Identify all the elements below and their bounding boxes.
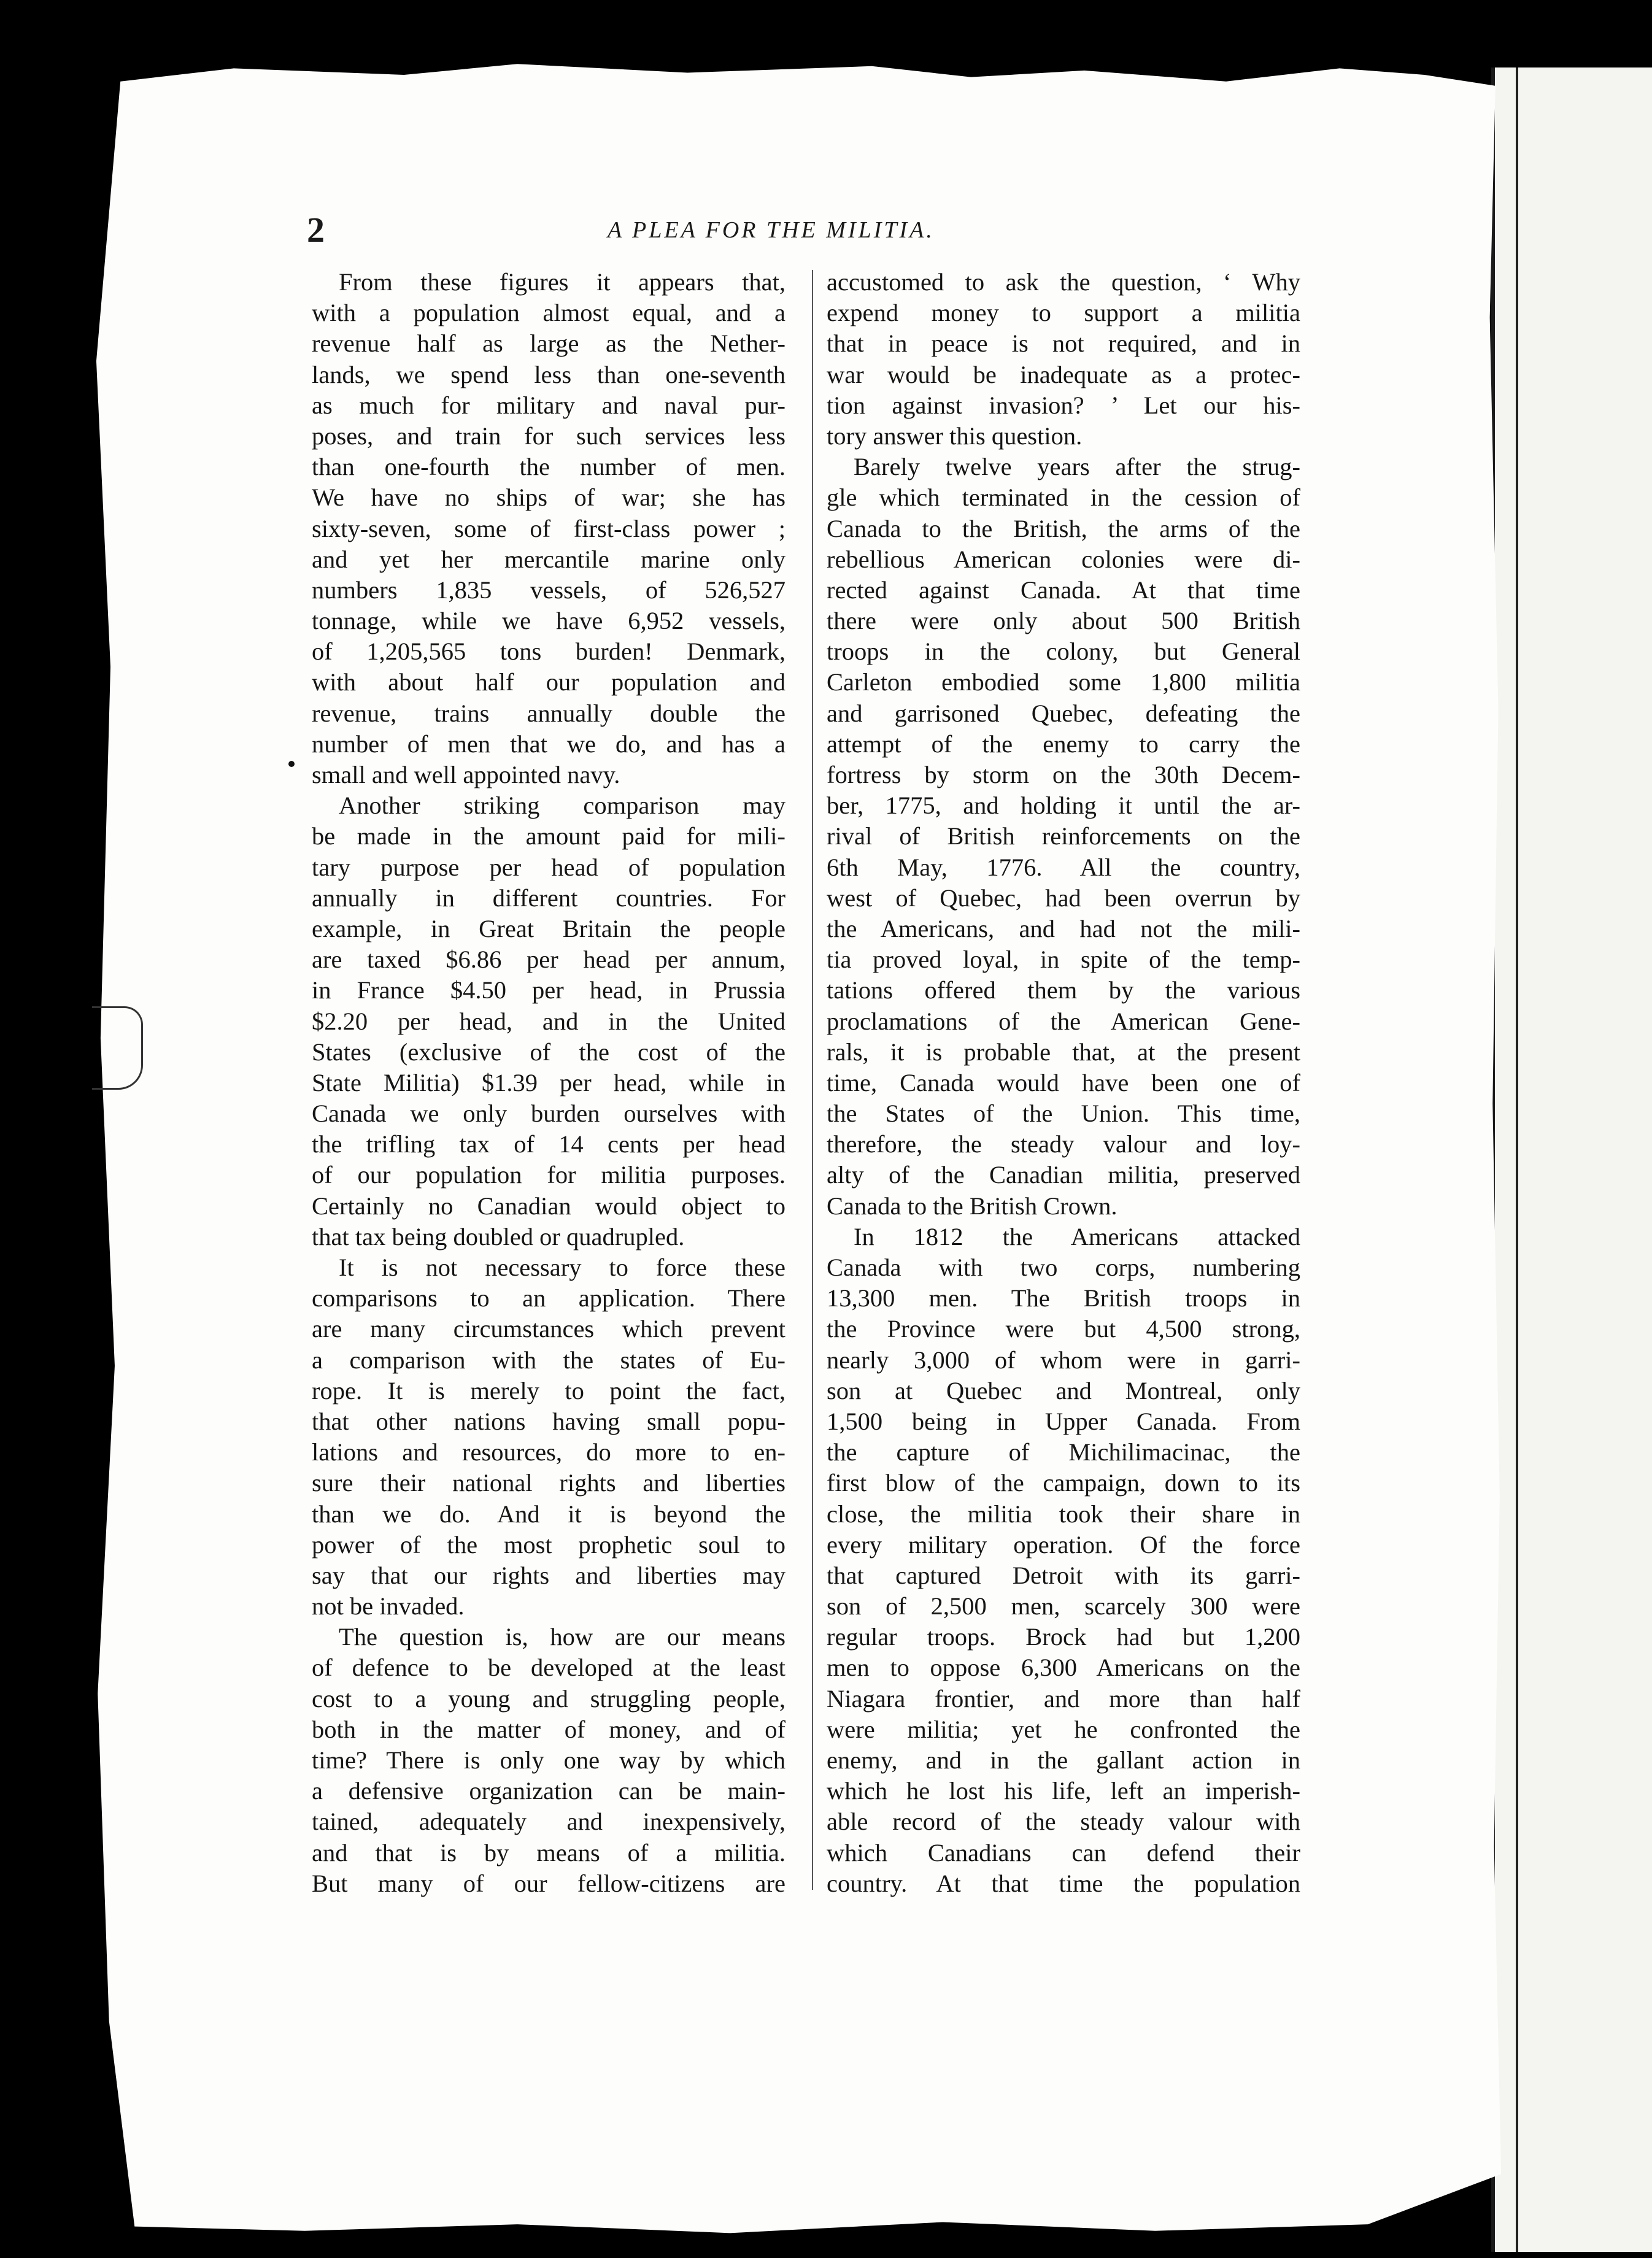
text-line: of our population for militia purposes. [312, 1161, 785, 1189]
text-line: annually in different countries. For [312, 884, 785, 912]
text-line: which Canadians can defend their [827, 1838, 1300, 1867]
text-line: revenue half as large as the Nether- [312, 329, 785, 358]
text-line: Niagara frontier, and more than half [827, 1684, 1300, 1713]
column-divider [812, 270, 813, 1890]
text-line: son at Quebec and Montreal, only [827, 1376, 1300, 1405]
text-line: comparisons to an application. There [312, 1284, 785, 1312]
text-line: gle which terminated in the cession of [827, 484, 1300, 512]
text-line: We have no ships of war; she has [312, 484, 785, 512]
text-line: that captured Detroit with its garri- [827, 1561, 1300, 1589]
text-line: nearly 3,000 of whom were in garri- [827, 1346, 1300, 1374]
text-line: 13,300 men. The British troops in [827, 1284, 1300, 1312]
text-line: than one-fourth the number of men. [312, 453, 785, 481]
text-line: first blow of the campaign, down to its [827, 1469, 1300, 1497]
text-line: 1,500 being in Upper Canada. From [827, 1407, 1300, 1435]
running-title: A PLEA FOR THE MILITIA. [608, 217, 935, 243]
text-line: fortress by storm on the 30th Decem- [827, 761, 1300, 788]
page-gutter-line [1516, 67, 1518, 2252]
text-line: alty of the Canadian militia, preserved [827, 1161, 1300, 1189]
text-line: that other nations having small popu- [312, 1407, 785, 1435]
text-line: ber, 1775, and holding it until the ar- [827, 792, 1300, 820]
text-line: west of Quebec, had been overrun by [827, 884, 1300, 912]
text-line: power of the most prophetic soul to [312, 1530, 785, 1559]
text-line: country. At that time the population [827, 1869, 1300, 1897]
text-line: are taxed $6.86 per head per annum, [312, 946, 785, 974]
text-line: every military operation. Of the force [827, 1530, 1300, 1559]
text-line: lands, we spend less than one-seventh [312, 360, 785, 388]
text-line: enemy, and in the gallant action in [827, 1746, 1300, 1774]
text-line: tained, adequately and inexpensively, [312, 1808, 785, 1836]
text-line: rival of British reinforcements on the [827, 822, 1300, 850]
text-line: the Americans, and had not the mili- [827, 914, 1300, 942]
text-line: say that our rights and liberties may [312, 1561, 785, 1589]
text-line: that tax being doubled or quadrupled. [312, 1222, 685, 1250]
text-line: It is not necessary to force these [339, 1254, 785, 1281]
text-line: than we do. And it is beyond the [312, 1500, 785, 1528]
text-line: poses, and train for such services less [312, 422, 785, 450]
text-line: But many of our fellow-citizens are [312, 1869, 785, 1897]
running-header [307, 212, 1411, 249]
text-line: with about half our population and [312, 668, 785, 696]
text-line: Canada to the British, the arms of the [827, 514, 1300, 542]
text-line: accustomed to ask the question, ‘ Why [827, 268, 1300, 296]
text-line: that in peace is not required, and in [827, 329, 1300, 358]
text-line: tonnage, while we have 6,952 vessels, [312, 607, 785, 635]
text-line: of defence to be developed at the least [312, 1654, 785, 1682]
text-line: rebellious American colonies were di- [827, 545, 1300, 573]
text-line: expend money to support a militia [827, 299, 1300, 327]
text-line: the trifling tax of 14 cents per head [312, 1130, 785, 1158]
text-line: Certainly no Canadian would object to [312, 1192, 785, 1220]
text-line: numbers 1,835 vessels, of 526,527 [312, 576, 785, 604]
text-line: therefore, the steady valour and loy- [827, 1130, 1300, 1158]
margin-mark [288, 761, 295, 767]
text-line: war would be inadequate as a protec- [827, 360, 1300, 388]
text-line: sixty-seven, some of first-class power ; [312, 514, 785, 542]
text-line: Canada with two corps, numbering [827, 1254, 1300, 1281]
text-line: both in the matter of money, and of [312, 1715, 785, 1743]
text-line: From these figures it appears that, [339, 268, 785, 296]
text-line: Carleton embodied some 1,800 militia [827, 668, 1300, 696]
text-line: revenue, trains annually double the [312, 699, 785, 727]
page-number: 2 [307, 210, 325, 250]
text-line: be made in the amount paid for mili- [312, 822, 785, 850]
text-line: men to oppose 6,300 Americans on the [827, 1654, 1300, 1682]
text-line: rope. It is merely to point the fact, [312, 1376, 785, 1405]
text-line: as much for military and naval pur- [312, 391, 785, 419]
text-line: the capture of Michilimacinac, the [827, 1438, 1300, 1466]
text-line: tion against invasion? ’ Let our his- [827, 391, 1300, 419]
text-line: proclamations of the American Gene- [827, 1007, 1300, 1035]
text-line: States (exclusive of the cost of the [312, 1038, 785, 1066]
text-line: the Province were but 4,500 strong, [827, 1315, 1300, 1343]
text-line: were militia; yet he confronted the [827, 1715, 1300, 1743]
text-line: which he lost his life, left an imperish- [827, 1777, 1300, 1805]
text-line: in France $4.50 per head, in Prussia [312, 976, 785, 1004]
text-line: with a population almost equal, and a [312, 299, 785, 327]
text-line: able record of the steady valour with [827, 1808, 1300, 1836]
text-line: are many circumstances which prevent [312, 1315, 785, 1343]
text-line: Canada we only burden ourselves with [312, 1100, 785, 1128]
text-line: Barely twelve years after the strug- [854, 453, 1300, 481]
text-line: close, the militia took their share in [827, 1500, 1300, 1528]
text-line: there were only about 500 British [827, 607, 1300, 635]
text-line: and garrisoned Quebec, defeating the [827, 699, 1300, 727]
text-line: time? There is only one way by which [312, 1746, 785, 1774]
text-line: time, Canada would have been one of [827, 1068, 1300, 1096]
text-line: troops in the colony, but General [827, 638, 1300, 666]
text-line: a comparison with the states of Eu- [312, 1346, 785, 1374]
text-line: the States of the Union. This time, [827, 1100, 1300, 1128]
text-line: lations and resources, do more to en- [312, 1438, 785, 1466]
text-line: son of 2,500 men, scarcely 300 were [827, 1592, 1300, 1620]
text-line: Canada to the British Crown. [827, 1192, 1117, 1220]
text-line: and yet her mercantile marine only [312, 545, 785, 573]
text-line: of 1,205,565 tons burden! Denmark, [312, 638, 785, 666]
text-line: small and well appointed navy. [312, 761, 620, 788]
text-line: tations offered them by the various [827, 976, 1300, 1004]
text-line: attempt of the enemy to carry the [827, 730, 1300, 758]
text-line: a defensive organization can be main- [312, 1777, 785, 1805]
text-line: not be invaded. [312, 1592, 465, 1620]
right-text-column [827, 267, 1300, 1899]
text-line: tary purpose per head of population [312, 853, 785, 881]
text-line: Another striking comparison may [339, 792, 785, 820]
text-line: cost to a young and struggling people, [312, 1684, 785, 1713]
text-line: The question is, how are our means [339, 1623, 785, 1651]
text-line: regular troops. Brock had but 1,200 [827, 1623, 1300, 1651]
text-line: example, in Great Britain the people [312, 914, 785, 942]
text-line: tia proved loyal, in spite of the temp- [827, 946, 1300, 974]
text-line: In 1812 the Americans attacked [854, 1222, 1300, 1250]
text-line: and that is by means of a militia. [312, 1838, 785, 1867]
text-line: number of men that we do, and has a [312, 730, 785, 758]
text-line: $2.20 per head, and in the United [312, 1007, 785, 1035]
text-line: sure their national rights and liberties [312, 1469, 785, 1497]
text-line: rals, it is probable that, at the present [827, 1038, 1300, 1066]
text-line: rected against Canada. At that time [827, 576, 1300, 604]
text-line: State Militia) $1.39 per head, while in [312, 1068, 785, 1096]
text-line: tory answer this question. [827, 422, 1083, 450]
paper-tear-mark [92, 1006, 143, 1090]
text-line: 6th May, 1776. All the country, [827, 853, 1300, 881]
left-text-column [312, 267, 785, 1899]
